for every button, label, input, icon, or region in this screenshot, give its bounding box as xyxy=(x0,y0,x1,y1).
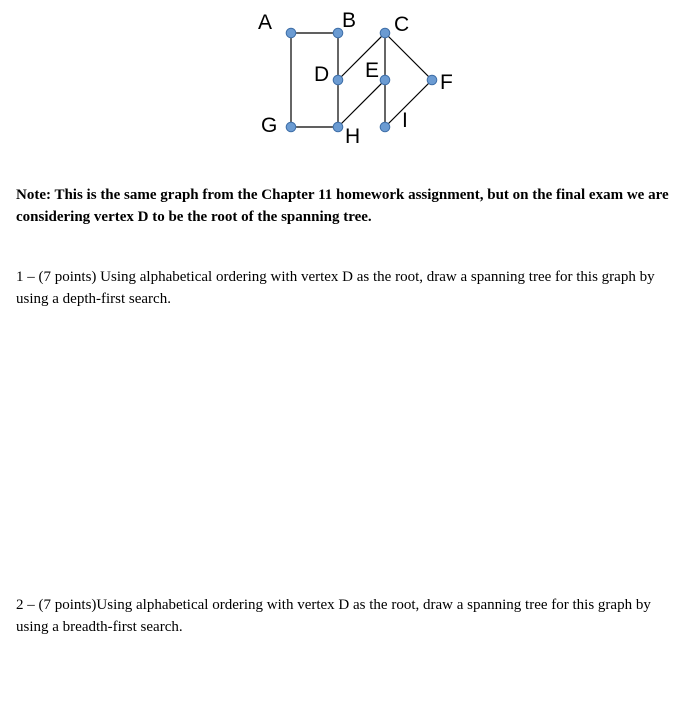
vertex-g xyxy=(286,122,296,132)
vertex-label-c: C xyxy=(394,13,410,36)
vertex-label-f: F xyxy=(440,71,453,94)
graph-diagram xyxy=(0,0,688,160)
vertex-h xyxy=(333,122,343,132)
edge-e-h xyxy=(338,80,385,127)
vertex-label-i: I xyxy=(402,109,408,132)
vertex-label-h: H xyxy=(345,125,361,148)
vertex-label-d: D xyxy=(314,63,330,86)
vertex-f xyxy=(427,75,437,85)
vertex-d xyxy=(333,75,343,85)
vertex-label-g: G xyxy=(261,114,278,137)
vertex-label-a: A xyxy=(258,11,273,34)
graph-nodes xyxy=(286,28,437,132)
graph-edges xyxy=(291,33,432,127)
vertex-e xyxy=(380,75,390,85)
vertex-i xyxy=(380,122,390,132)
question-2: 2 – (7 points)Using alphabetical ordering with vertex D as the root, draw a spanning tree for this graph by using a breadth-first search. xyxy=(16,597,651,635)
question-1: 1 – (7 points) Using alphabetical ordering with vertex D as the root, draw a spanning tree for this graph by using a depth-first search. xyxy=(16,269,655,307)
vertex-label-e: E xyxy=(365,59,380,82)
exam-note: Note: This is the same graph from the Chapter 11 homework assignment, but on the final exam we are considering vertex D to be the root of the spanning tree. xyxy=(16,187,669,225)
edge-c-f xyxy=(385,33,432,80)
vertex-label-b: B xyxy=(342,9,357,32)
edge-f-i xyxy=(385,80,432,127)
vertex-c xyxy=(380,28,390,38)
vertex-a xyxy=(286,28,296,38)
